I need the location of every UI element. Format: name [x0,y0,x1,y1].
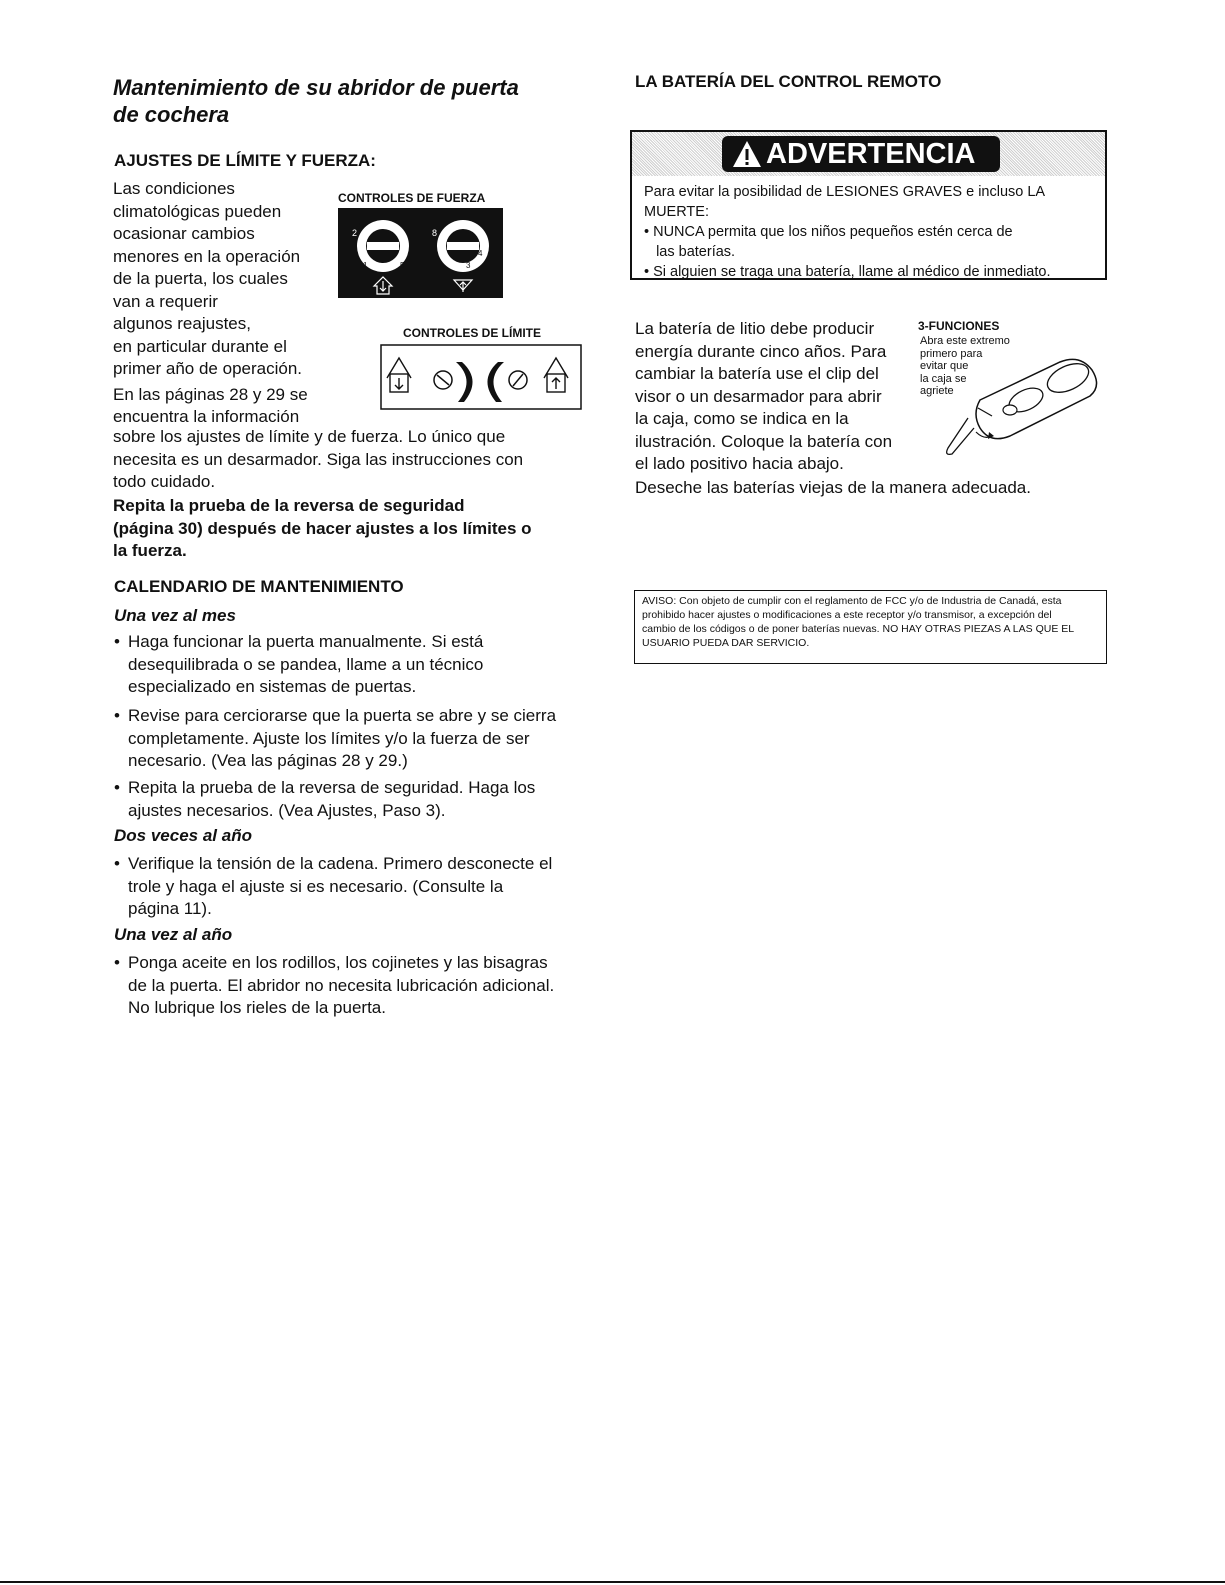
limit-controls-label: CONTROLES DE LÍMITE [403,326,541,340]
fcc-notice-box [634,590,1107,664]
battery-line: energía durante cinco años. Para [635,341,887,361]
notice-line: cambio de los códigos o de poner baterías nuevas. NO HAY OTRAS PIEZAS A LAS QUE EL [642,623,1075,635]
warning-line: • NUNCA permita que los niños pequeños estén cerca de [644,224,1013,240]
list-item-line: • Repita la prueba de la reversa de seguridad. Haga los [128,778,536,797]
dial-number: 8 [432,228,438,238]
intro-line: encuentra la información [113,407,300,426]
dial-number: 1 [363,261,368,270]
twice-yearly-heading: Dos veces al año [114,826,252,845]
intro-line: sobre los ajustes de límite y de fuerza. Lo único que [113,427,506,446]
intro-line: todo cuidado. [113,472,216,491]
intro-line: necesita es un desarmador. Siga las instrucciones con [113,449,524,469]
list-item-line: desequilibrada o se pandea, llame a un técnico [128,654,484,674]
monthly-heading: Una vez al mes [114,606,236,625]
list-item-line: trole y haga el ajuste si es necesario. (Consulte la [128,876,504,896]
notice-line: AVISO: Con objeto de cumplir con el reglamento de FCC y/o de Industria de Canadá, esta [642,595,1062,607]
list-item-line: especializado en sistemas de puertas. [128,677,417,696]
intro-line: de la puerta, los cuales [113,269,288,288]
intro-paragraph-narrow [113,178,343,429]
note-line: Repita la prueba de la reversa de seguridad [113,496,465,515]
force-controls-illustration [338,208,503,298]
intro-line: menores en la operación [113,246,301,266]
list-item [114,952,594,1020]
list-item-line: necesario. (Vea las páginas 28 y 29.) [128,751,408,770]
battery-line: el lado positivo hacia abajo. [635,454,844,473]
notice-line: USUARIO PUEDA DAR SERVICIO. [642,637,810,649]
page-title [113,74,593,128]
list-item-line: • Verifique la tensión de la cadena. Primero desconecte el [128,854,553,873]
remote-note-line: primero para [920,347,983,360]
force-controls-label: CONTROLES DE FUERZA [338,191,486,205]
remote-note-line: agriete [920,385,954,397]
battery-paragraph [635,318,915,476]
warning-box [630,130,1107,280]
dial-number: 4 [478,249,483,258]
intro-line: En las páginas 28 y 29 se [113,384,308,404]
battery-line: visor o un desarmador para abrir [635,386,882,406]
list-item-line: ajustes necesarios. (Vea Ajustes, Paso 3). [128,800,446,820]
battery-line: cambiar la batería use el clip del [635,364,879,383]
warning-line: las baterías. [644,244,736,260]
intro-line: climatológicas pueden [113,201,282,221]
title-line-2: de cochera [113,102,230,127]
list-item [114,853,594,921]
warning-title-badge [722,136,1000,172]
dial-number: 2 [352,228,358,238]
warning-body [632,176,1105,288]
warning-header [632,132,1105,176]
note-line: la fuerza. [113,541,187,560]
dial-number: 5 [400,261,405,270]
limit-controls-illustration [380,344,582,410]
list-item-line: • Haga funcionar la puerta manualmente. Si está [128,632,484,651]
yearly-heading: Una vez al año [114,925,233,944]
intro-line: ocasionar cambios [113,224,255,243]
screwdriver-icon [947,418,974,454]
battery-line: ilustración. Coloque la batería con [635,431,893,451]
list-item-line: de la puerta. El abridor no necesita lubricación adicional. [128,975,555,995]
remote-note-line: la caja se [920,372,967,385]
remote-note-line: Abra este extremo [920,335,1010,347]
list-item-line: completamente. Ajuste los límites y/o la fuerza de ser [128,728,530,748]
intro-paragraph-wide [113,426,583,494]
section-heading-schedule: CALENDARIO DE MANTENIMIENTO [114,577,404,596]
remote-label: 3-FUNCIONES [918,319,1000,333]
dispose-note: Deseche las baterías viejas de la manera adecuada. [635,478,1031,497]
warning-line: Para evitar la posibilidad de LESIONES GRAVES e incluso LA MUERTE: [644,184,1045,220]
intro-line: van a requerir [113,291,218,311]
intro-line: algunos reajustes, [113,314,251,333]
dial-number: 3 [466,261,471,270]
remote-led [1003,405,1017,415]
list-item-line: • Ponga aceite en los rodillos, los cojinetes y las bisagras [128,953,548,972]
warning-triangle-icon [732,140,762,168]
title-line-1: Mantenimiento de su abridor de puerta [113,75,519,100]
warning-line: • Si alguien se traga una batería, llame al médico de inmediato. [644,264,1051,280]
bottom-rule [0,1581,1225,1583]
list-item [114,705,594,773]
section-heading-limits: AJUSTES DE LÍMITE Y FUERZA: [114,151,376,170]
warning-title: ADVERTENCIA [766,138,976,170]
remote-illustration [940,340,1110,465]
battery-section-heading: LA BATERÍA DEL CONTROL REMOTO [635,72,942,91]
list-item [114,631,594,699]
intro-line: primer año de operación. [113,359,303,378]
intro-line: en particular durante el [113,336,287,356]
notice-line: prohibido hacer ajustes o modificaciones a este receptor y/o transmisor, a excepción del [642,609,1052,621]
battery-line: La batería de litio debe producir [635,319,875,338]
list-item-line: página 11). [128,899,212,918]
repeat-test-note [113,495,583,563]
remote-note-line: evitar que [920,360,969,372]
list-item [114,777,594,822]
list-item-line: No lubrique los rieles de la puerta. [128,998,386,1017]
intro-line: Las condiciones [113,179,235,198]
note-line: (página 30) después de hacer ajustes a los límites o [113,518,532,538]
battery-line: la caja, como se indica en la [635,409,849,428]
list-item-line: • Revise para cerciorarse que la puerta se abre y se cierra [128,706,557,725]
